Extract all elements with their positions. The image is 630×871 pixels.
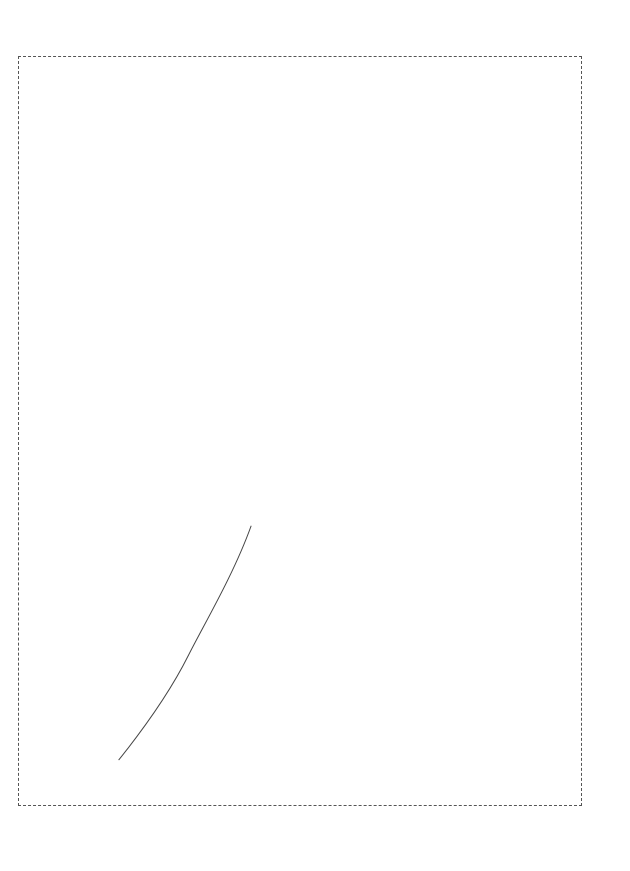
example-box	[18, 56, 582, 806]
answer-choices	[0, 822, 630, 858]
question-title	[8, 10, 18, 32]
example-items	[19, 57, 581, 805]
